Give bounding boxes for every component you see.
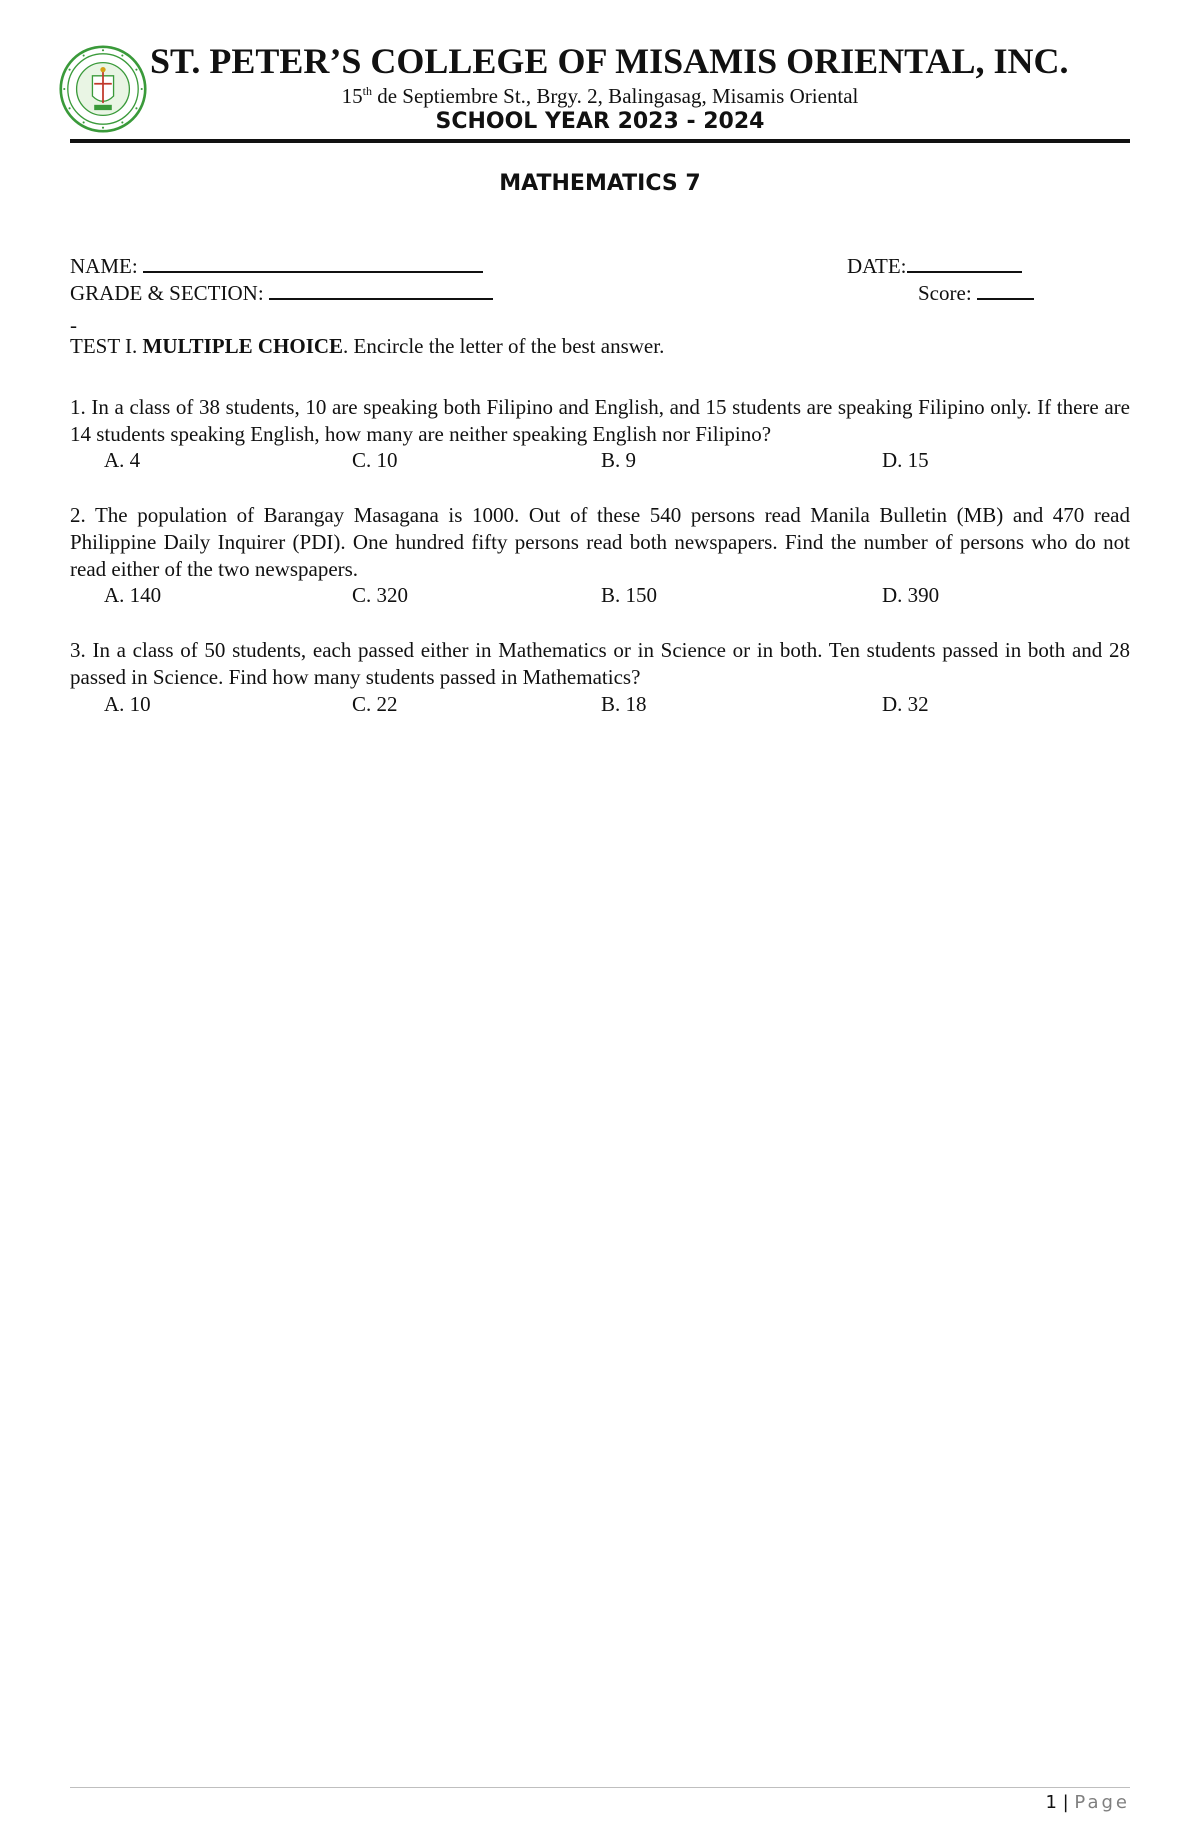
choice-c[interactable]: C. 320 [352,583,409,607]
date-field[interactable] [847,253,1022,279]
name-label: NAME: [70,254,138,278]
page-label: Page [1074,1792,1130,1813]
subject-title: MATHEMATICS 7 [499,171,701,196]
school-name: ST. PETER’S COLLEGE OF MISAMIS ORIENTAL, INC. [150,41,1069,81]
footer-divider [70,1787,1130,1788]
stray-dash: - [70,313,77,337]
school-year: SCHOOL YEAR 2023 - 2024 [435,109,765,134]
name-blank-line[interactable] [143,253,483,273]
page-number: 1 [1045,1792,1057,1813]
question-1-choices [0,448,1200,475]
address-number: 15 [341,84,363,108]
grade-section-blank-line[interactable] [269,280,493,300]
score-blank-line[interactable] [977,280,1034,300]
grade-section-field[interactable] [70,280,493,306]
name-field[interactable] [70,253,483,279]
school-seal-logo [59,45,147,133]
choice-a[interactable]: A. 4 [104,448,141,472]
choice-c[interactable]: C. 22 [352,692,398,716]
test-type: MULTIPLE CHOICE [142,334,344,358]
choice-a[interactable]: A. 140 [104,583,162,607]
school-address [150,84,1050,109]
choice-d[interactable]: D. 390 [882,583,940,607]
question-2-text: 2. The population of Barangay Masagana is 1000. Out of these 540 persons read Manila Bulletin (MB) and 470 read Philippine Daily Inquirer (PDI). One hundred fifty persons read both newspapers. Find the number of persons who do not read either of the two newspapers. [70,503,1130,581]
header-divider [70,139,1130,143]
question-3-text: 3. In a class of 50 students, each passed either in Mathematics or in Science or in both. Ten students passed in both and 28 passed in Science. Find how many students passed in Mathematics? [70,638,1130,689]
choice-a[interactable]: A. 10 [104,692,151,716]
date-label: DATE: [847,254,907,278]
test-instruction-text: . Encircle the letter of the best answer. [343,334,665,358]
question-2-choices [0,583,1200,610]
page-separator: | [1056,1792,1075,1813]
date-blank-line[interactable] [907,253,1022,273]
score-field[interactable] [918,280,1034,306]
choice-b[interactable]: B. 150 [601,583,658,607]
choice-d[interactable]: D. 15 [882,448,929,472]
choice-d[interactable]: D. 32 [882,692,929,716]
grade-section-label: GRADE & SECTION: [70,281,264,305]
choice-c[interactable]: C. 10 [352,448,398,472]
test-instruction [70,334,664,359]
choice-b[interactable]: B. 18 [601,692,647,716]
question-1-text: 1. In a class of 38 students, 10 are speaking both Filipino and English, and 15 students are speaking Filipino only. If there are 14 students speaking English, how many are neither speaking English nor Filipino? [70,395,1130,446]
choice-b[interactable]: B. 9 [601,448,637,472]
address-rest: de Septiembre St., Brgy. 2, Balingasag, Misamis Oriental [371,84,859,108]
test-prefix: TEST I. [70,334,143,358]
score-label: Score: [918,281,972,305]
address-suffix: th [362,84,372,98]
question-3-choices [0,692,1200,719]
page-number-footer [1045,1792,1130,1813]
